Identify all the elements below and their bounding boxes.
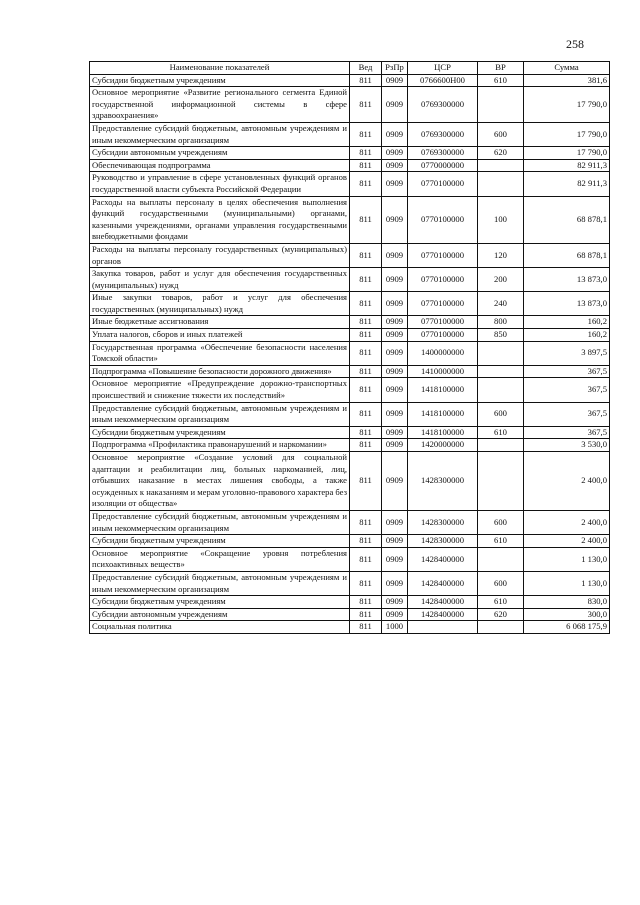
- row-csr-cell: 0770100000: [408, 243, 478, 267]
- row-sum-cell: 3 897,5: [524, 341, 610, 365]
- row-ved-cell: 811: [350, 147, 382, 160]
- row-vr-cell: 100: [478, 196, 524, 243]
- row-csr-cell: 0770000000: [408, 159, 478, 172]
- row-vr-cell: 600: [478, 510, 524, 534]
- table-row: [90, 571, 610, 595]
- row-sum-cell: 68 878,1: [524, 196, 610, 243]
- row-ved-cell: 811: [350, 426, 382, 439]
- row-csr-cell: 0769300000: [408, 147, 478, 160]
- table-row: [90, 87, 610, 123]
- row-vr-cell: [478, 172, 524, 196]
- row-csr-cell: 1428300000: [408, 510, 478, 534]
- row-vr-cell: 610: [478, 74, 524, 87]
- row-ved-cell: 811: [350, 74, 382, 87]
- row-csr-cell: [408, 621, 478, 634]
- row-rzpr-cell: 0909: [382, 243, 408, 267]
- row-rzpr-cell: 0909: [382, 535, 408, 548]
- row-csr-cell: 1428400000: [408, 547, 478, 571]
- row-csr-cell: 1428400000: [408, 571, 478, 595]
- row-ved-cell: 811: [350, 547, 382, 571]
- row-sum-cell: 830,0: [524, 596, 610, 609]
- row-rzpr-cell: 0909: [382, 268, 408, 292]
- row-rzpr-cell: 0909: [382, 122, 408, 146]
- row-vr-cell: 620: [478, 608, 524, 621]
- table-row: [90, 196, 610, 243]
- row-csr-cell: 0770100000: [408, 172, 478, 196]
- row-name-cell: Иные бюджетные ассигнования: [90, 316, 350, 329]
- row-rzpr-cell: 1000: [382, 621, 408, 634]
- row-csr-cell: 0770100000: [408, 329, 478, 342]
- row-name-cell: Уплата налогов, сборов и иных платежей: [90, 329, 350, 342]
- row-rzpr-cell: 0909: [382, 147, 408, 160]
- table-body: [90, 74, 610, 633]
- row-rzpr-cell: 0909: [382, 365, 408, 378]
- row-rzpr-cell: 0909: [382, 341, 408, 365]
- row-sum-cell: 6 068 175,9: [524, 621, 610, 634]
- row-name-cell: Закупка товаров, работ и услуг для обеспечения государственных (муниципальных) нужд: [90, 268, 350, 292]
- row-rzpr-cell: 0909: [382, 172, 408, 196]
- row-csr-cell: 0770100000: [408, 268, 478, 292]
- row-vr-cell: 600: [478, 122, 524, 146]
- page-number: 258: [566, 37, 584, 51]
- row-name-cell: Основное мероприятие «Предупреждение дорожно-транспортных происшествий и снижение тяжести их последствий»: [90, 378, 350, 402]
- row-vr-cell: [478, 341, 524, 365]
- row-csr-cell: 1428400000: [408, 596, 478, 609]
- row-name-cell: Расходы на выплаты персоналу в целях обеспечения выполнения функций государственными (муниципальными) органами, казенными учреждениями, органами управления государственными внебюджетными фондами: [90, 196, 350, 243]
- row-csr-cell: 1418100000: [408, 402, 478, 426]
- row-vr-cell: [478, 452, 524, 511]
- row-name-cell: Руководство и управление в сфере установленных функций органов государственной власти субъекта Российской Федерации: [90, 172, 350, 196]
- row-name-cell: Иные закупки товаров, работ и услуг для обеспечения государственных (муниципальных) нужд: [90, 292, 350, 316]
- row-ved-cell: 811: [350, 87, 382, 123]
- header-csr: ЦСР: [408, 62, 478, 75]
- header-row: [90, 62, 610, 75]
- row-vr-cell: [478, 159, 524, 172]
- header-rzpr: РзПр: [382, 62, 408, 75]
- row-rzpr-cell: 0909: [382, 74, 408, 87]
- header-vr: ВР: [478, 62, 524, 75]
- row-name-cell: Основное мероприятие «Сокращение уровня потребления психоактивных веществ»: [90, 547, 350, 571]
- row-rzpr-cell: 0909: [382, 596, 408, 609]
- row-ved-cell: 811: [350, 172, 382, 196]
- row-ved-cell: 811: [350, 535, 382, 548]
- row-rzpr-cell: 0909: [382, 329, 408, 342]
- row-ved-cell: 811: [350, 571, 382, 595]
- row-ved-cell: 811: [350, 243, 382, 267]
- row-vr-cell: 600: [478, 402, 524, 426]
- row-name-cell: Субсидии бюджетным учреждениям: [90, 426, 350, 439]
- row-sum-cell: 381,6: [524, 74, 610, 87]
- row-ved-cell: 811: [350, 439, 382, 452]
- table-row: [90, 621, 610, 634]
- row-sum-cell: 13 873,0: [524, 292, 610, 316]
- row-ved-cell: 811: [350, 268, 382, 292]
- table-row: [90, 426, 610, 439]
- row-vr-cell: [478, 365, 524, 378]
- row-csr-cell: 1400000000: [408, 341, 478, 365]
- row-rzpr-cell: 0909: [382, 571, 408, 595]
- row-csr-cell: 0770100000: [408, 292, 478, 316]
- table-row: [90, 402, 610, 426]
- row-rzpr-cell: 0909: [382, 292, 408, 316]
- row-sum-cell: 367,5: [524, 378, 610, 402]
- row-ved-cell: 811: [350, 510, 382, 534]
- row-sum-cell: 68 878,1: [524, 243, 610, 267]
- row-sum-cell: 367,5: [524, 426, 610, 439]
- table-row: [90, 147, 610, 160]
- row-ved-cell: 811: [350, 365, 382, 378]
- row-vr-cell: [478, 378, 524, 402]
- row-csr-cell: 0766600Н00: [408, 74, 478, 87]
- row-vr-cell: 610: [478, 535, 524, 548]
- row-sum-cell: 300,0: [524, 608, 610, 621]
- row-name-cell: Социальная политика: [90, 621, 350, 634]
- table-row: [90, 439, 610, 452]
- row-sum-cell: 367,5: [524, 365, 610, 378]
- row-ved-cell: 811: [350, 122, 382, 146]
- row-csr-cell: 1428300000: [408, 535, 478, 548]
- row-vr-cell: [478, 439, 524, 452]
- row-vr-cell: 800: [478, 316, 524, 329]
- row-ved-cell: 811: [350, 596, 382, 609]
- row-sum-cell: 2 400,0: [524, 452, 610, 511]
- row-name-cell: Предоставление субсидий бюджетным, автономным учреждениям и иным некоммерческим организациям: [90, 571, 350, 595]
- row-name-cell: Предоставление субсидий бюджетным, автономным учреждениям и иным некоммерческим организациям: [90, 402, 350, 426]
- row-rzpr-cell: 0909: [382, 378, 408, 402]
- row-sum-cell: 367,5: [524, 402, 610, 426]
- row-ved-cell: 811: [350, 621, 382, 634]
- row-name-cell: Государственная программа «Обеспечение безопасности населения Томской области»: [90, 341, 350, 365]
- row-vr-cell: [478, 621, 524, 634]
- row-csr-cell: 1420000000: [408, 439, 478, 452]
- row-vr-cell: 600: [478, 571, 524, 595]
- row-rzpr-cell: 0909: [382, 426, 408, 439]
- row-csr-cell: 1418100000: [408, 426, 478, 439]
- row-ved-cell: 811: [350, 329, 382, 342]
- row-vr-cell: 120: [478, 243, 524, 267]
- row-sum-cell: 13 873,0: [524, 268, 610, 292]
- row-name-cell: Расходы на выплаты персоналу государственных (муниципальных) органов: [90, 243, 350, 267]
- row-csr-cell: 1410000000: [408, 365, 478, 378]
- row-ved-cell: 811: [350, 316, 382, 329]
- table-row: [90, 122, 610, 146]
- table-row: [90, 316, 610, 329]
- row-sum-cell: 3 530,0: [524, 439, 610, 452]
- table-row: [90, 608, 610, 621]
- row-csr-cell: 0769300000: [408, 122, 478, 146]
- row-ved-cell: 811: [350, 608, 382, 621]
- row-ved-cell: 811: [350, 196, 382, 243]
- row-sum-cell: 2 400,0: [524, 510, 610, 534]
- row-sum-cell: 17 790,0: [524, 147, 610, 160]
- row-ved-cell: 811: [350, 452, 382, 511]
- row-ved-cell: 811: [350, 159, 382, 172]
- row-name-cell: Предоставление субсидий бюджетным, автономным учреждениям и иным некоммерческим организациям: [90, 510, 350, 534]
- row-sum-cell: 1 130,0: [524, 571, 610, 595]
- table-header: [90, 62, 610, 75]
- table-row: [90, 452, 610, 511]
- row-sum-cell: 160,2: [524, 329, 610, 342]
- row-name-cell: Субсидии бюджетным учреждениям: [90, 535, 350, 548]
- row-csr-cell: 1428300000: [408, 452, 478, 511]
- row-rzpr-cell: 0909: [382, 510, 408, 534]
- row-ved-cell: 811: [350, 292, 382, 316]
- header-sum: Сумма: [524, 62, 610, 75]
- row-rzpr-cell: 0909: [382, 452, 408, 511]
- row-name-cell: Подпрограмма «Профилактика правонарушений и наркомании»: [90, 439, 350, 452]
- table-row: [90, 172, 610, 196]
- row-name-cell: Субсидии автономным учреждениям: [90, 608, 350, 621]
- table-row: [90, 378, 610, 402]
- row-rzpr-cell: 0909: [382, 439, 408, 452]
- row-vr-cell: [478, 547, 524, 571]
- table-row: [90, 268, 610, 292]
- table-row: [90, 596, 610, 609]
- row-name-cell: Субсидии бюджетным учреждениям: [90, 74, 350, 87]
- table-row: [90, 535, 610, 548]
- row-csr-cell: 1428400000: [408, 608, 478, 621]
- row-name-cell: Основное мероприятие «Создание условий для социальной адаптации и реабилитации лиц, больных наркоманией, лиц, отбывших наказание в местах лишения свободы, а также осужденных к наказаниям и мерам уголовно-правового характера без изоляции от общества»: [90, 452, 350, 511]
- table-row: [90, 547, 610, 571]
- row-sum-cell: 82 911,3: [524, 159, 610, 172]
- row-rzpr-cell: 0909: [382, 159, 408, 172]
- row-vr-cell: 610: [478, 596, 524, 609]
- row-vr-cell: 610: [478, 426, 524, 439]
- row-name-cell: Обеспечивающая подпрограмма: [90, 159, 350, 172]
- row-rzpr-cell: 0909: [382, 547, 408, 571]
- row-csr-cell: 1418100000: [408, 378, 478, 402]
- table-row: [90, 159, 610, 172]
- row-name-cell: Предоставление субсидий бюджетным, автономным учреждениям и иным некоммерческим организациям: [90, 122, 350, 146]
- table-row: [90, 329, 610, 342]
- row-name-cell: Подпрограмма «Повышение безопасности дорожного движения»: [90, 365, 350, 378]
- row-vr-cell: 240: [478, 292, 524, 316]
- row-rzpr-cell: 0909: [382, 402, 408, 426]
- row-sum-cell: 82 911,3: [524, 172, 610, 196]
- row-sum-cell: 2 400,0: [524, 535, 610, 548]
- row-name-cell: Субсидии автономным учреждениям: [90, 147, 350, 160]
- row-ved-cell: 811: [350, 378, 382, 402]
- row-vr-cell: [478, 87, 524, 123]
- table-row: [90, 292, 610, 316]
- table-row: [90, 365, 610, 378]
- row-name-cell: Субсидии бюджетным учреждениям: [90, 596, 350, 609]
- row-sum-cell: 17 790,0: [524, 87, 610, 123]
- table-row: [90, 74, 610, 87]
- row-sum-cell: 17 790,0: [524, 122, 610, 146]
- row-vr-cell: 200: [478, 268, 524, 292]
- row-csr-cell: 0769300000: [408, 87, 478, 123]
- row-csr-cell: 0770100000: [408, 316, 478, 329]
- table-row: [90, 341, 610, 365]
- row-name-cell: Основное мероприятие «Развитие регионального сегмента Единой государственной информационной системы в сфере здравоохранения»: [90, 87, 350, 123]
- row-sum-cell: 1 130,0: [524, 547, 610, 571]
- row-sum-cell: 160,2: [524, 316, 610, 329]
- budget-table: [89, 61, 610, 634]
- row-rzpr-cell: 0909: [382, 316, 408, 329]
- row-vr-cell: 620: [478, 147, 524, 160]
- header-name: Наименование показателей: [90, 62, 350, 75]
- row-rzpr-cell: 0909: [382, 196, 408, 243]
- header-ved: Вед: [350, 62, 382, 75]
- table-row: [90, 243, 610, 267]
- row-rzpr-cell: 0909: [382, 87, 408, 123]
- row-rzpr-cell: 0909: [382, 608, 408, 621]
- table-row: [90, 510, 610, 534]
- row-ved-cell: 811: [350, 341, 382, 365]
- row-vr-cell: 850: [478, 329, 524, 342]
- row-csr-cell: 0770100000: [408, 196, 478, 243]
- row-ved-cell: 811: [350, 402, 382, 426]
